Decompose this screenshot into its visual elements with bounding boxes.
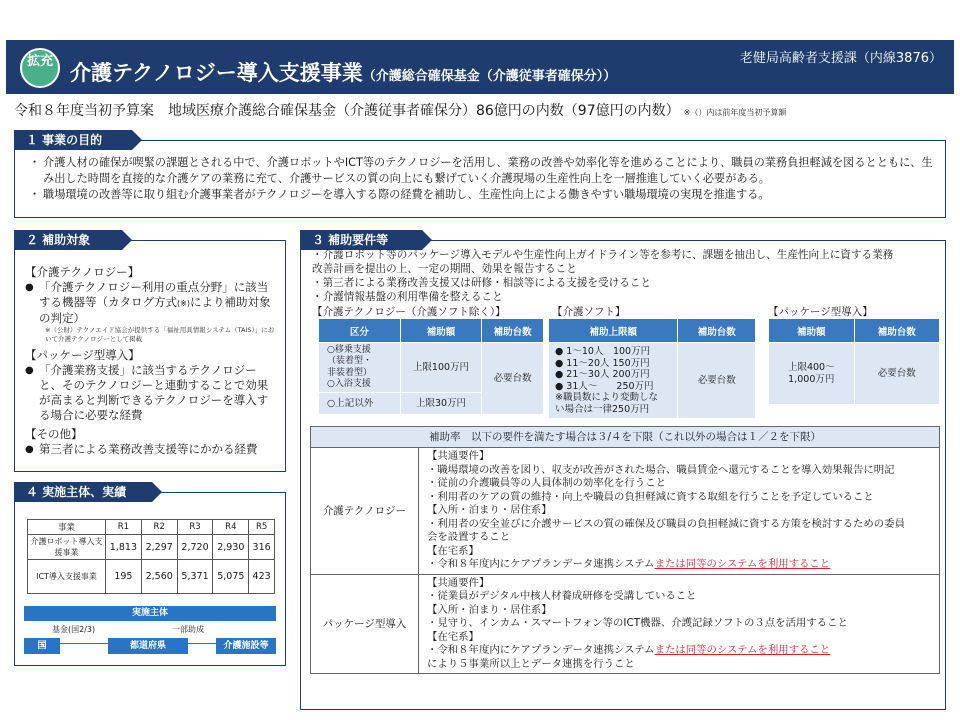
package-subsidy-table: 補助額 補助台数 上限400～ 1,000万円 必要台数 xyxy=(768,318,940,405)
rate-category-package: パッケージ型導入 xyxy=(311,575,419,674)
package-heading: 【パッケージ型導入】 xyxy=(25,348,140,362)
rate-header: 補助率 以下の要件を満たす場合は３/４を下限（これ以外の場合は１／２を下限） xyxy=(311,427,939,448)
soft-table-label: 【介護ソフト】 xyxy=(552,306,626,318)
results-header: R5 xyxy=(249,520,275,535)
implementation-flow xyxy=(24,606,276,658)
flow-arrow xyxy=(188,643,216,649)
flow-label-grant: 一部助成 xyxy=(172,625,204,634)
budget-text: 令和８年度当初予算案 地域医療介護総合確保基金（介護従事者確保分）86億円の内数（97億円の内数） xyxy=(14,103,680,119)
rate-requirements-package: 【共通要件】 ・従業員がデジタル中核人材養成研修を受講していること 【入所・泊まり・居住系】 ・見守り、インカム・スマートフォン等のICT機器、介護記録ソフトの３点を活用すること 【在宅系】 ・令和８年度内にケアプランデータ連携システムまたは同等のシステムを利用すること により５事業所以上とデータ連携を行うこと xyxy=(427,576,848,670)
tech-heading: 【介護テクノロジー】 xyxy=(25,265,140,279)
results-header: R1 xyxy=(106,520,142,535)
intro-line: ・介護情報基盤の利用準備を整えること xyxy=(312,291,503,303)
table-row: 介護ロボット導入支援事業 1,813 2,297 2,720 2,930 316 xyxy=(28,535,275,560)
other-item: ● 第三者による業務改善支援等にかかる経費 xyxy=(25,442,277,457)
rate-category-tech: 介護テクノロジー xyxy=(311,448,419,574)
intro-line: ・第三者による業務改善支援又は研修・相談等による支援を受けること xyxy=(312,277,651,289)
department-label: 老健局高齢者支援課（内線3876） xyxy=(739,51,942,66)
table-row: ● 1～10人 100万円 ● 11～20人 150万円 ● 21～30人 200万円 ● 31人～ 250万円 ※職員数により変動しな い場合は一律250万円 必要台数 xyxy=(549,343,756,419)
title-subtitle: （介護総合確保基金（介護従事者確保分）） xyxy=(362,69,617,84)
rate-requirements-tech: 【共通要件】 ・職場環境の改善を図り、収支が改善がされた場合、職員賃金へ還元することを導入効果報告に明記 ・従前の介護職員等の人員体制の効率化を行うこと ・利用者のケアの質の維持・向上や職員の負担軽減に資する取組を行うことを予定していること 【入所・泊まり・居住系】 ・利用者の安全並びに介護サービスの質の確保及び職員の負担軽減に資する方策を検討するための委員 会を設置すること 【在宅系】 ・令和８年度内にケアプランデータ連携システムまたは同等のシステムを利用すること xyxy=(427,450,905,570)
flow-label-fund: 基金(国2/3) xyxy=(52,625,96,634)
requirements-intro xyxy=(312,248,942,304)
flow-node-national: 国 xyxy=(24,638,60,654)
table-row: 上限400～ 1,000万円 必要台数 xyxy=(769,343,940,405)
budget-note: ※（）内は前年度当初予算額 xyxy=(683,108,787,117)
table-row: ICT導入支援事業 195 2,560 5,371 5,075 423 xyxy=(28,560,275,594)
table-row xyxy=(311,575,939,674)
section-label-target: ２ 補助対象 xyxy=(14,230,122,250)
subsidy-rate-table xyxy=(310,426,940,674)
results-header: 事業 xyxy=(28,520,106,535)
flow-node-facility: 介護施設等 xyxy=(216,638,276,654)
soft-subsidy-table: 補助上限額 補助台数 ● 1～10人 100万円 ● 11～20人 150万円 ● 21～30人 200万円 ● 31人～ 250万円 ※職員数により変動しな い場合は一律250万円 必要台数 xyxy=(548,318,756,419)
tech-footnote: ※（公財）テクノエイド協会が提供する「福祉用具情報システム（TAIS）」において介護テクノロジーとして掲載 xyxy=(45,326,275,343)
section-label-implementation: ４ 実施主体、実績 xyxy=(14,482,152,502)
flow-arrow xyxy=(60,643,108,649)
expansion-badge: 拡充 xyxy=(20,48,60,88)
results-header: R4 xyxy=(213,520,249,535)
flow-caption: 実施主体 xyxy=(24,606,276,621)
package-item: ● 「介護業務支援」に該当するテクノロジーと、そのテクノロジーと連動することで効果が高まると判断できるテクノロジーを導入する場合に必要な経費 xyxy=(25,363,277,423)
highlight-text: または同等のシステムを利用すること xyxy=(654,644,831,656)
intro-line: ・介護ロボット等のパッケージ導入モデルや生産性向上ガイドライン等を参考に、課題を抽出し、生産性向上に資する業務 xyxy=(312,249,894,261)
tech-subsidy-table: 区分 補助額 補助台数 ○移乗支援 （装着型・ 非装着型） ○入浴支援 上限100万円 必要台数 ○上記以外 上限30万円 xyxy=(318,318,544,415)
table-row: ○上記以外 上限30万円 xyxy=(319,393,544,415)
table-row xyxy=(311,448,939,575)
table-row: ○移乗支援 （装着型・ 非装着型） ○入浴支援 上限100万円 必要台数 xyxy=(319,343,544,393)
flow-node-prefecture: 都道府県 xyxy=(108,638,188,654)
budget-line xyxy=(14,100,786,120)
results-header: R2 xyxy=(141,520,177,535)
title-main: 介護テクノロジー導入支援事業 xyxy=(70,61,363,85)
highlight-text: または同等のシステムを利用すること xyxy=(654,558,831,570)
section-purpose xyxy=(14,140,946,218)
intro-line: 改善計画を提出の上、一定の期間、効果を報告すること xyxy=(312,263,577,275)
purpose-item: ・ 介護人材の確保が喫緊の課題とされる中で、介護ロボットやICT等のテクノロジーを活用し、業務の改善や効率化等を進めることにより、職員の業務負担軽減を図るとともに、生み出した時間を直接的な介護ケアの業務に充て、介護サービスの質の向上にも繋げていく介護現場の生産性向上を一層推進していく必要がある。 xyxy=(29,155,937,187)
tech-item: ● 「介護テクノロジー利用の重点分野」に該当する機器等（カタログ方式(※)により補助対象の判定） xyxy=(25,280,277,326)
section-subsidy-target xyxy=(14,240,286,472)
section-label-requirements: ３ 補助要件等 xyxy=(300,230,422,250)
results-table xyxy=(27,519,275,594)
results-header: R3 xyxy=(177,520,213,535)
purpose-item: ・ 職場環境の改善等に取り組む介護事業者がテクノロジーを導入する際の経費を補助し、生産性向上による働きやすい職場環境の実現を推進する。 xyxy=(29,187,937,203)
tech-table-label: 【介護テクノロジー（介護ソフト除く）】 xyxy=(312,306,506,318)
package-table-label: 【パッケージ型導入】 xyxy=(768,306,873,318)
section-label-purpose: １ 事業の目的 xyxy=(14,130,132,150)
other-heading: 【その他】 xyxy=(25,427,83,441)
page-title xyxy=(70,57,616,87)
